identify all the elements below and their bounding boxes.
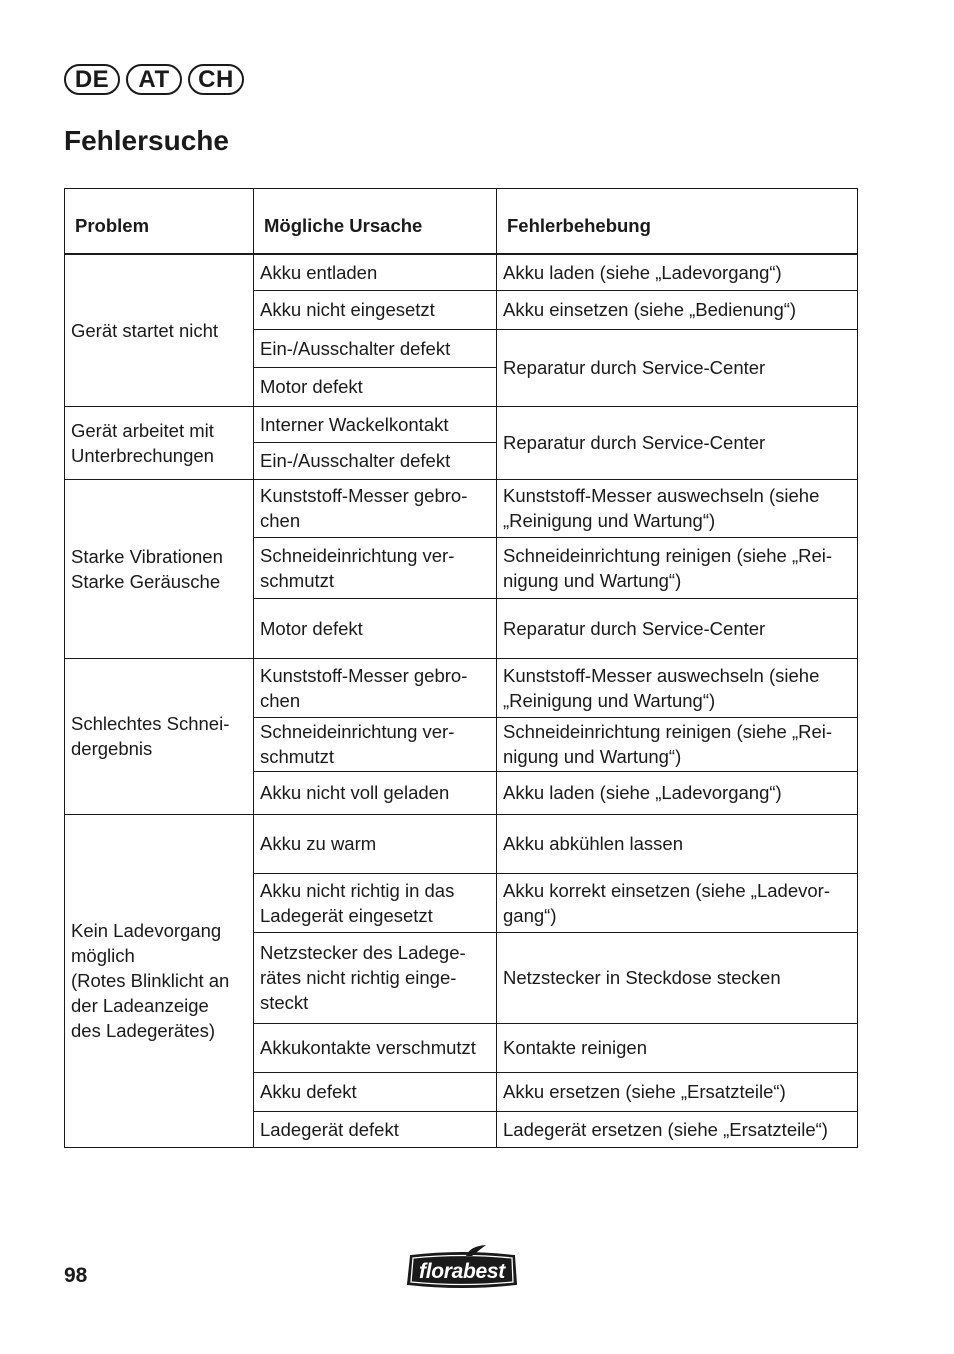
fix-cell: Ladegerät ersetzen (siehe „Ersatzteile“): [497, 1111, 858, 1147]
header-fix: Fehlerbehebung: [497, 189, 858, 255]
fix-cell: Netzstecker in Steckdose stecken: [497, 932, 858, 1023]
table-header-row: [65, 189, 858, 255]
problem-cell: Gerät startet nicht: [65, 254, 254, 406]
fix-cell: Kontakte reinigen: [497, 1023, 858, 1072]
cause-cell: Akku nicht voll geladen: [254, 771, 497, 814]
header-cause: Mögliche Ursache: [254, 189, 497, 255]
fix-cell: Kunststoff-Messer auswechseln (siehe „Reinigung und Wartung“): [497, 479, 858, 537]
table-row: [65, 814, 858, 873]
cause-cell: Netzstecker des Ladege- rätes nicht richtig einge- steckt: [254, 932, 497, 1023]
cause-cell: Motor defekt: [254, 598, 497, 658]
cause-cell: Interner Wackelkontakt: [254, 406, 497, 442]
country-badges: [64, 64, 244, 95]
table-row: [65, 254, 858, 290]
table-row: [65, 406, 858, 442]
page-number: 98: [64, 1264, 88, 1287]
country-badge-de: DE: [64, 64, 120, 95]
problem-cell: Gerät arbeitet mit Unterbrechungen: [65, 406, 254, 479]
cause-cell: Akku defekt: [254, 1072, 497, 1111]
fix-cell: Akku korrekt einsetzen (siehe „Ladevor- gang“): [497, 873, 858, 932]
fix-cell: Reparatur durch Service-Center: [497, 329, 858, 406]
troubleshooting-table: [64, 188, 858, 1148]
cause-cell: Akku entladen: [254, 254, 497, 290]
country-badge-at: AT: [126, 64, 182, 95]
cause-cell: Kunststoff-Messer gebro- chen: [254, 479, 497, 537]
problem-cell: Schlechtes Schnei- dergebnis: [65, 658, 254, 814]
fix-cell: Reparatur durch Service-Center: [497, 406, 858, 479]
cause-cell: Ladegerät defekt: [254, 1111, 497, 1147]
page-title: Fehlersuche: [64, 125, 229, 156]
cause-cell: Motor defekt: [254, 367, 497, 406]
logo-wordmark: florabest: [419, 1259, 505, 1283]
fix-cell: Akku laden (siehe „Ladevorgang“): [497, 254, 858, 290]
cause-cell: Akku zu warm: [254, 814, 497, 873]
country-badge-ch: CH: [188, 64, 244, 95]
table-row: [65, 479, 858, 537]
fix-cell: Schneideinrichtung reinigen (siehe „Rei- nigung und Wartung“): [497, 717, 858, 771]
fix-cell: Akku ersetzen (siehe „Ersatzteile“): [497, 1072, 858, 1111]
cause-cell: Akku nicht eingesetzt: [254, 290, 497, 329]
cause-cell: Akku nicht richtig in das Ladegerät eingesetzt: [254, 873, 497, 932]
table-row: [65, 658, 858, 717]
problem-cell: Starke Vibrationen Starke Geräusche: [65, 479, 254, 658]
cause-cell: Ein-/Ausschalter defekt: [254, 442, 497, 479]
fix-cell: Schneideinrichtung reinigen (siehe „Rei- nigung und Wartung“): [497, 537, 858, 598]
fix-cell: Akku einsetzen (siehe „Bedienung“): [497, 290, 858, 329]
fix-cell: Reparatur durch Service-Center: [497, 598, 858, 658]
fix-cell: Akku laden (siehe „Ladevorgang“): [497, 771, 858, 814]
cause-cell: Kunststoff-Messer gebro- chen: [254, 658, 497, 717]
cause-cell: Akkukontakte verschmutzt: [254, 1023, 497, 1072]
florabest-logo: [406, 1244, 518, 1295]
header-problem: Problem: [65, 189, 254, 255]
cause-cell: Schneideinrichtung ver- schmutzt: [254, 717, 497, 771]
fix-cell: Akku abkühlen lassen: [497, 814, 858, 873]
cause-cell: Schneideinrichtung ver- schmutzt: [254, 537, 497, 598]
cause-cell: Ein-/Ausschalter defekt: [254, 329, 497, 367]
problem-cell: Kein Ladevorgang möglich (Rotes Blinklicht an der Ladeanzeige des Ladegerätes): [65, 814, 254, 1147]
fix-cell: Kunststoff-Messer auswechseln (siehe „Reinigung und Wartung“): [497, 658, 858, 717]
